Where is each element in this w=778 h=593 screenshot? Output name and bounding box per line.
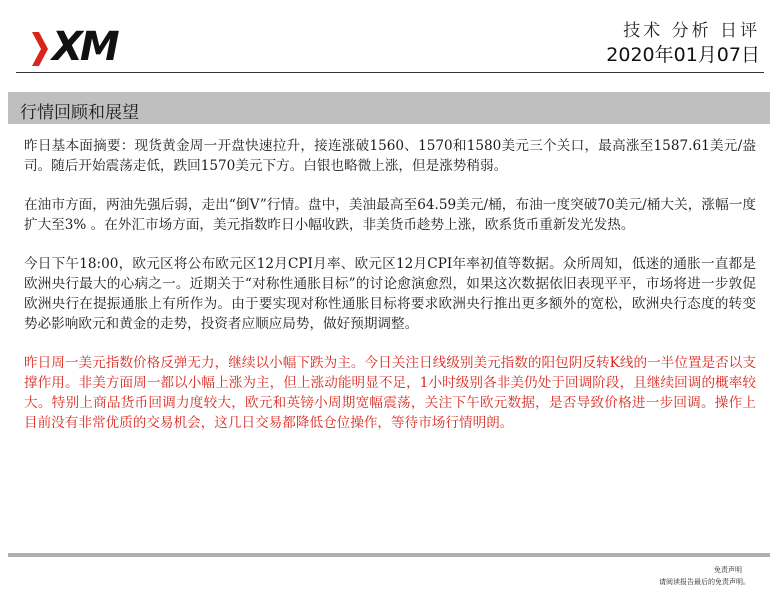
logo-red-stroke-icon	[32, 32, 48, 66]
report-body	[24, 136, 756, 452]
report-type: 技术 分析 日评	[623, 21, 760, 41]
disclaimer-title: 免责声明	[714, 566, 742, 574]
paragraph-fundamentals: 昨日基本面摘要：现货黄金周一开盘快速拉升，接连涨破1560、1570和1580美元三个关口，最高涨至1587.61美元/盎司。随后开始震荡走低，跌回1570美元下方。白银也略微上涨，但是涨势稍弱。	[24, 138, 756, 174]
logo-text: XM	[52, 24, 117, 70]
paragraph-eurozone-cpi: 今日下午18:00，欧元区将公布欧元区12月CPI月率、欧元区12月CPI年率初值等数据。众所周知，低迷的通胀一直都是欧洲央行最大的心病之一。近期关于“对称性通胀目标”的讨论愈演愈烈，如果这次数据依旧表现平平，市场将进一步敦促欧洲央行在提振通胀上有所作为。由于要实现对称性通胀目标将要求欧洲央行推出更多额外的宽松，欧洲央行态度的转变势必影响欧元和黄金的走势，投资者应顺应局势，做好预期调整。	[24, 256, 756, 332]
footer-divider	[8, 553, 770, 557]
header-divider	[16, 72, 764, 73]
section-header-bar	[8, 92, 770, 124]
xm-logo	[30, 26, 126, 70]
paragraph-technical-outlook: 昨日周一美元指数价格反弹无力，继续以小幅下跌为主。今日关注日线级别美元指数的阳包阴反转K线的一半位置是否以支撑作用。非美方面周一都以小幅上涨为主，但上涨动能明显不足，1小时级别各非美仍处于回调阶段，且继续回调的概率较大。特别上商品货币回调力度较大，欧元和英镑小周期宽幅震荡，关注下午欧元数据，是否导致价格进一步回调。操作上目前没有非常优质的交易机会，这几日交易都降低仓位操作，等待市场行情明朗。	[24, 355, 756, 431]
paragraph-oil-fx: 在油市方面，两油先强后弱，走出“倒V”行情。盘中，美油最高至64.59美元/桶，布油一度突破70美元/桶大关，涨幅一度扩大至3% 。在外汇市场方面，美元指数昨日小幅收跌，非美货币趁势上涨，欧系货币重新发光发热。	[24, 197, 756, 233]
disclaimer-text: 请阅读报告最后的免责声明。	[659, 578, 750, 586]
section-title: 行情回顾和展望	[20, 103, 139, 123]
report-date: 2020年01月07日	[606, 44, 760, 66]
